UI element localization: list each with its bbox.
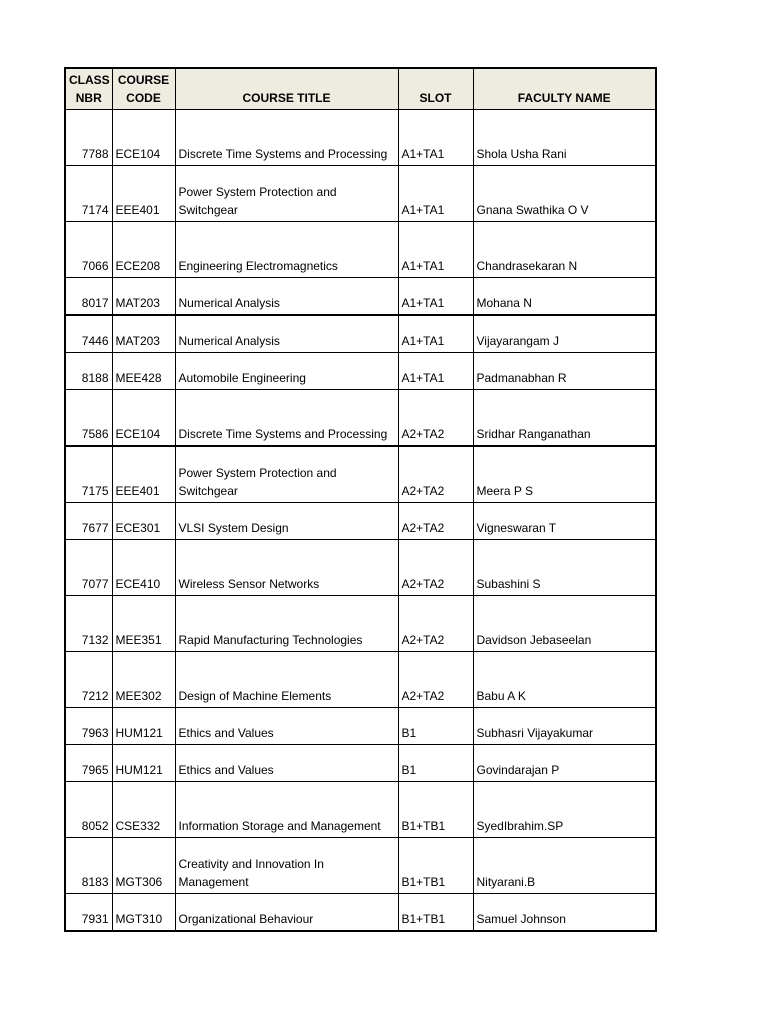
course-title-cell: Ethics and Values	[175, 708, 398, 745]
class-nbr-cell: 8183	[65, 838, 112, 894]
slot-cell: A2+TA2	[398, 390, 473, 447]
course-code-cell: MEE428	[112, 353, 175, 390]
course-title-cell: Rapid Manufacturing Technologies	[175, 596, 398, 652]
class-nbr-cell: 8052	[65, 782, 112, 838]
faculty-name-cell: Babu A K	[473, 652, 656, 708]
course-title-cell: Design of Machine Elements	[175, 652, 398, 708]
slot-cell: A1+TA1	[398, 278, 473, 316]
table-row	[65, 596, 656, 652]
course-code-cell: ECE410	[112, 540, 175, 596]
table-row	[65, 222, 656, 278]
faculty-name-cell: Gnana Swathika O V	[473, 166, 656, 222]
faculty-name-cell: Sridhar Ranganathan	[473, 390, 656, 447]
table-row	[65, 278, 656, 316]
table-row	[65, 652, 656, 708]
course-title-cell: Power System Protection and Switchgear	[175, 166, 398, 222]
faculty-name-cell: Subashini S	[473, 540, 656, 596]
class-nbr-cell: 7446	[65, 315, 112, 353]
class-nbr-cell: 8188	[65, 353, 112, 390]
course-code-cell: ECE208	[112, 222, 175, 278]
course-code-cell: CSE332	[112, 782, 175, 838]
header-row	[65, 68, 656, 110]
course-title-cell: Discrete Time Systems and Processing	[175, 390, 398, 447]
slot-cell: A2+TA2	[398, 540, 473, 596]
table-row	[65, 708, 656, 745]
faculty-name-cell: Chandrasekaran N	[473, 222, 656, 278]
class-nbr-cell: 7174	[65, 166, 112, 222]
slot-cell: B1	[398, 745, 473, 782]
course-title-cell: Engineering Electromagnetics	[175, 222, 398, 278]
table-row	[65, 894, 656, 932]
faculty-name-cell: Mohana N	[473, 278, 656, 316]
faculty-name-cell: Subhasri Vijayakumar	[473, 708, 656, 745]
course-title-cell: Numerical Analysis	[175, 315, 398, 353]
course-code-cell: MAT203	[112, 278, 175, 316]
course-code-cell: MGT306	[112, 838, 175, 894]
faculty-name-cell: Vijayarangam J	[473, 315, 656, 353]
course-code-cell: MAT203	[112, 315, 175, 353]
course-code-cell: HUM121	[112, 708, 175, 745]
table-row	[65, 315, 656, 353]
slot-cell: A2+TA2	[398, 652, 473, 708]
slot-cell: A1+TA1	[398, 353, 473, 390]
table-row	[65, 353, 656, 390]
course-title-cell: Numerical Analysis	[175, 278, 398, 316]
faculty-name-cell: Vigneswaran T	[473, 503, 656, 540]
table-row	[65, 838, 656, 894]
class-nbr-cell: 7132	[65, 596, 112, 652]
slot-cell: A2+TA2	[398, 503, 473, 540]
course-code-cell: ECE104	[112, 110, 175, 166]
class-nbr-cell: 7077	[65, 540, 112, 596]
class-nbr-cell: 7963	[65, 708, 112, 745]
course-code-cell: HUM121	[112, 745, 175, 782]
faculty-name-cell: Meera P S	[473, 446, 656, 503]
header-course-code-line1: COURSE	[117, 73, 170, 87]
slot-cell: A2+TA2	[398, 596, 473, 652]
table-row	[65, 540, 656, 596]
course-allocation-table	[64, 67, 657, 932]
course-code-cell: MEE351	[112, 596, 175, 652]
slot-cell: A1+TA1	[398, 166, 473, 222]
header-faculty-name: FACULTY NAME	[473, 68, 656, 110]
class-nbr-cell: 7066	[65, 222, 112, 278]
header-course-title: COURSE TITLE	[175, 68, 398, 110]
course-code-cell: EEE401	[112, 446, 175, 503]
header-class-nbr-line2: NBR	[75, 91, 102, 105]
slot-cell: A1+TA1	[398, 315, 473, 353]
course-title-cell: Wireless Sensor Networks	[175, 540, 398, 596]
table-row	[65, 166, 656, 222]
table-row	[65, 745, 656, 782]
course-title-cell: VLSI System Design	[175, 503, 398, 540]
slot-cell: B1	[398, 708, 473, 745]
class-nbr-cell: 7212	[65, 652, 112, 708]
class-nbr-cell: 7931	[65, 894, 112, 932]
faculty-name-cell: SyedIbrahim.SP	[473, 782, 656, 838]
faculty-name-cell: Padmanabhan R	[473, 353, 656, 390]
course-code-cell: MGT310	[112, 894, 175, 932]
class-nbr-cell: 7677	[65, 503, 112, 540]
faculty-name-cell: Shola Usha Rani	[473, 110, 656, 166]
header-class-nbr	[65, 68, 112, 110]
course-title-cell: Discrete Time Systems and Processing	[175, 110, 398, 166]
slot-cell: B1+TB1	[398, 782, 473, 838]
header-course-code	[112, 68, 175, 110]
faculty-name-cell: Davidson Jebaseelan	[473, 596, 656, 652]
course-title-cell: Power System Protection and Switchgear	[175, 446, 398, 503]
slot-cell: B1+TB1	[398, 894, 473, 932]
slot-cell: A2+TA2	[398, 446, 473, 503]
course-code-cell: ECE301	[112, 503, 175, 540]
course-title-cell: Information Storage and Management	[175, 782, 398, 838]
course-code-cell: EEE401	[112, 166, 175, 222]
header-class-nbr-line1: CLASS	[69, 73, 110, 87]
class-nbr-cell: 7788	[65, 110, 112, 166]
course-title-cell: Ethics and Values	[175, 745, 398, 782]
slot-cell: A1+TA1	[398, 110, 473, 166]
class-nbr-cell: 7586	[65, 390, 112, 447]
class-nbr-cell: 8017	[65, 278, 112, 316]
header-slot: SLOT	[398, 68, 473, 110]
faculty-name-cell: Nityarani.B	[473, 838, 656, 894]
course-code-cell: ECE104	[112, 390, 175, 447]
header-course-code-line2: CODE	[126, 91, 161, 105]
course-title-cell: Automobile Engineering	[175, 353, 398, 390]
course-title-cell: Organizational Behaviour	[175, 894, 398, 932]
faculty-name-cell: Samuel Johnson	[473, 894, 656, 932]
class-nbr-cell: 7965	[65, 745, 112, 782]
course-title-cell: Creativity and Innovation In Management	[175, 838, 398, 894]
slot-cell: A1+TA1	[398, 222, 473, 278]
faculty-name-cell: Govindarajan P	[473, 745, 656, 782]
table-row	[65, 110, 656, 166]
table-row	[65, 782, 656, 838]
class-nbr-cell: 7175	[65, 446, 112, 503]
table-row	[65, 390, 656, 447]
table-row	[65, 503, 656, 540]
table-row	[65, 446, 656, 503]
slot-cell: B1+TB1	[398, 838, 473, 894]
course-code-cell: MEE302	[112, 652, 175, 708]
